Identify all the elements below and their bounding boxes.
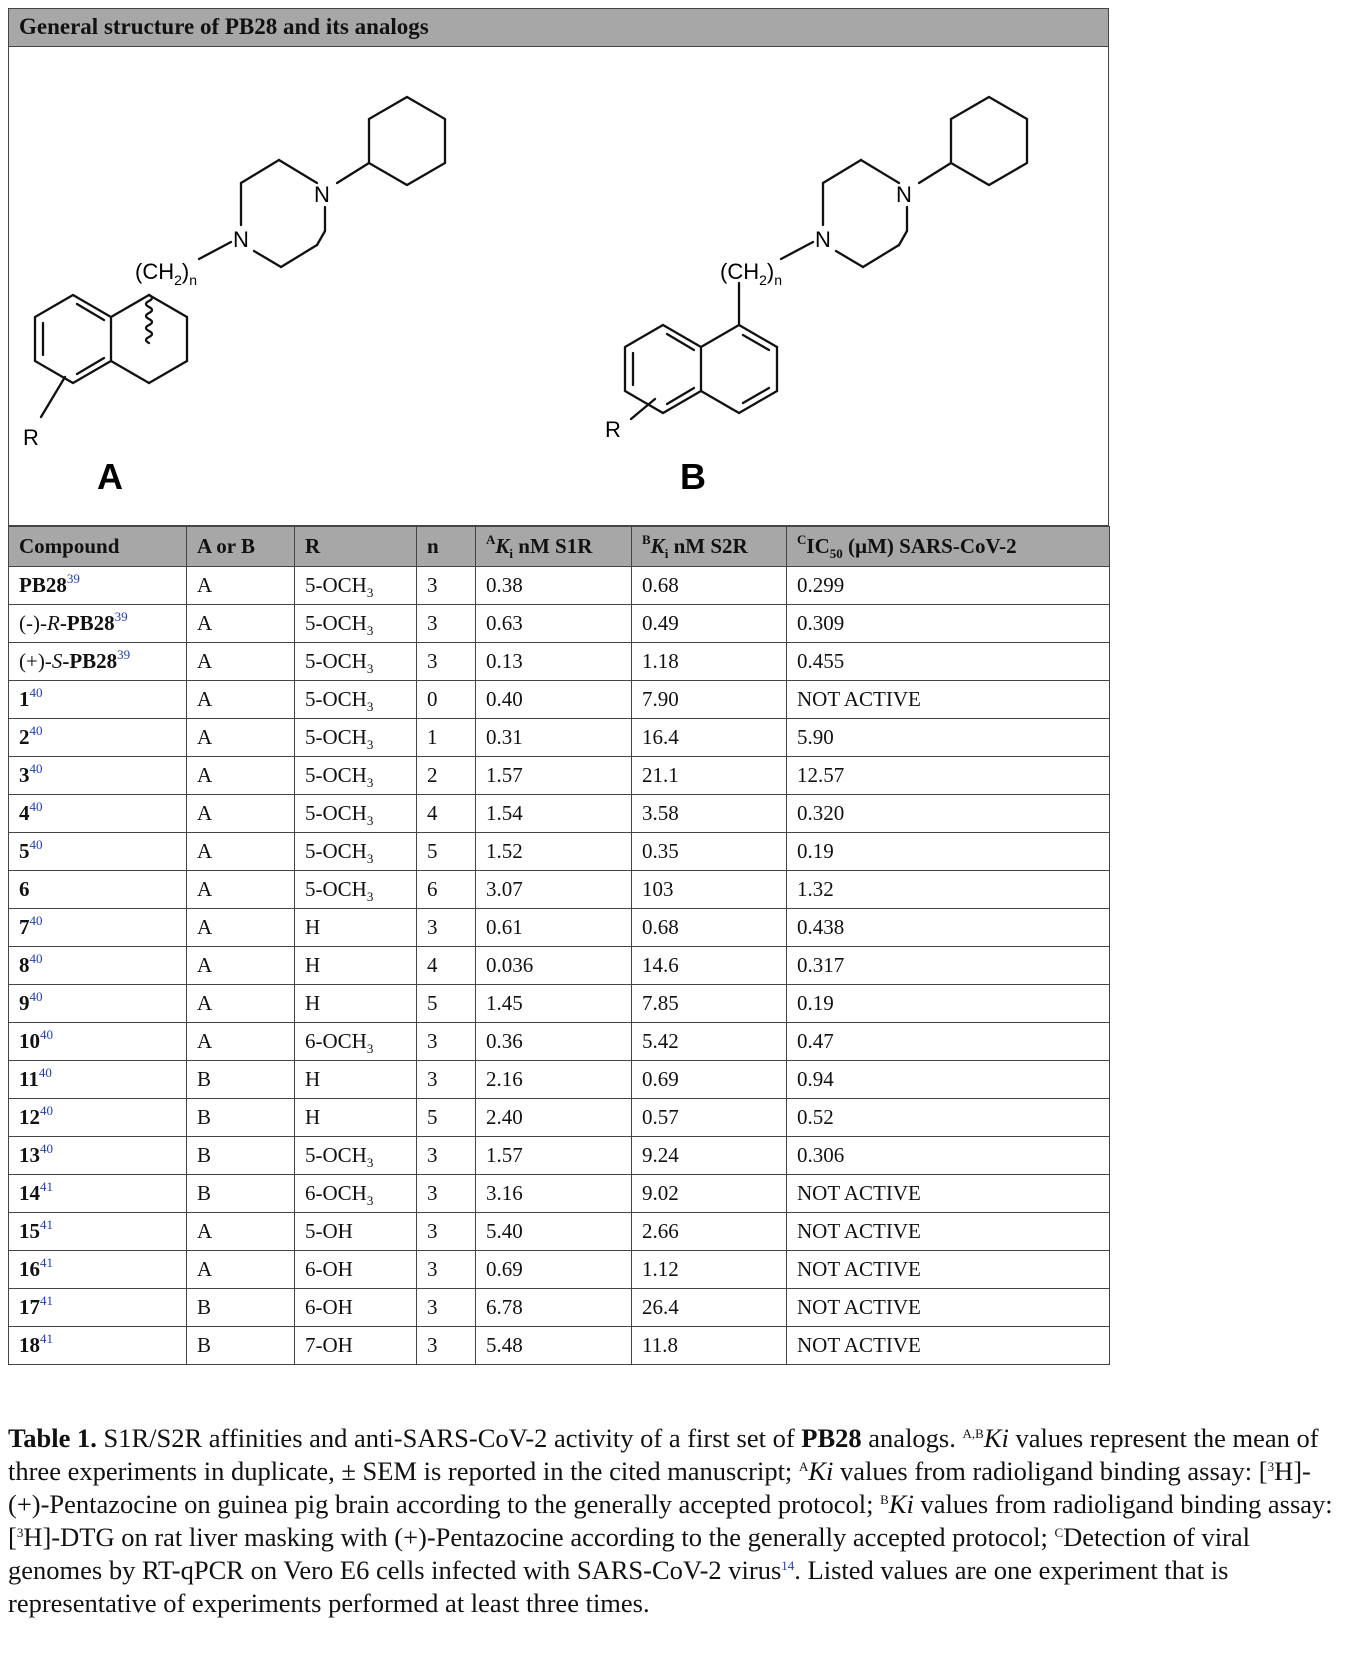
cyclohexane-ring-a [369, 97, 445, 185]
cell-ic50: 0.309 [787, 605, 1110, 643]
cell-compound: 3$^{40}$ [9, 757, 187, 795]
cell-r: 6-OH [295, 1289, 417, 1327]
cell-s1r: 1.57 [476, 1137, 632, 1175]
cell-s2r: 1.18 [632, 643, 787, 681]
cell-s2r: 103 [632, 871, 787, 909]
cell-compound: (-)-R-PB28$^{39}$ [9, 605, 187, 643]
col-header-s1r: $^AK_i$ nM S1R [476, 527, 632, 567]
cell-compound: 11$^{40}$ [9, 1061, 187, 1099]
cell-s1r: 1.45 [476, 985, 632, 1023]
bond-n-cyclohexyl-a [337, 163, 369, 183]
cell-ic50: 1.32 [787, 871, 1110, 909]
cell-ic50: 0.320 [787, 795, 1110, 833]
reference-link[interactable]: 39 [117, 647, 131, 662]
table-row [9, 643, 1110, 681]
cell-s1r: 0.36 [476, 1023, 632, 1061]
cell-s2r: 9.24 [632, 1137, 787, 1175]
reference-link[interactable]: 40 [29, 913, 43, 928]
cell-n: 5 [417, 985, 476, 1023]
cell-a-or-b: A [187, 719, 295, 757]
cell-a-or-b: A [187, 1213, 295, 1251]
cell-a-or-b: A [187, 985, 295, 1023]
cell-s1r: 0.38 [476, 567, 632, 605]
cell-r: 7-OH [295, 1327, 417, 1365]
cell-s1r: 0.036 [476, 947, 632, 985]
cell-r: $5-OCH_3$ [295, 719, 417, 757]
cell-n: 1 [417, 719, 476, 757]
cell-r: H [295, 909, 417, 947]
naphthalene-ring-b [625, 325, 777, 413]
cell-n: 3 [417, 1023, 476, 1061]
table-header-row [9, 527, 1110, 567]
cell-n: 5 [417, 833, 476, 871]
table-row [9, 985, 1110, 1023]
table-row [9, 1213, 1110, 1251]
cell-n: 4 [417, 947, 476, 985]
cell-s2r: 7.85 [632, 985, 787, 1023]
table-row [9, 681, 1110, 719]
reference-link[interactable]: 41 [40, 1293, 53, 1308]
chain-label-b: $(CH_2)_n$ [720, 259, 783, 288]
cell-compound: 17$^{41}$ [9, 1289, 187, 1327]
table-row [9, 1251, 1110, 1289]
atom-n-a2: N [233, 227, 249, 252]
cell-r: $5-OCH_3$ [295, 605, 417, 643]
cell-n: 3 [417, 1327, 476, 1365]
bond-r-a [41, 377, 65, 417]
cell-a-or-b: B [187, 1289, 295, 1327]
table-row [9, 795, 1110, 833]
cell-s2r: 0.57 [632, 1099, 787, 1137]
cell-a-or-b: B [187, 1175, 295, 1213]
cell-s1r: 0.40 [476, 681, 632, 719]
cell-s2r: 9.02 [632, 1175, 787, 1213]
table-row [9, 1137, 1110, 1175]
table-row [9, 1327, 1110, 1365]
cell-a-or-b: A [187, 947, 295, 985]
table-body [9, 567, 1110, 1365]
atom-r-b: R [605, 417, 621, 442]
cell-s2r: 0.69 [632, 1061, 787, 1099]
table-row [9, 1099, 1110, 1137]
table-caption: Table 1. S1R/S2R affinities and anti-SARS-CoV-2 activity of a first set of PB28 analogs. $^{A,B}$Ki values represent the mean of three experiments in duplicate, ± SEM is reported in the cited manuscript; $^A$Ki values from radioligand binding assay: [$^3$H]-(+)-Pentazocine on guinea pig brain according to the generally accepted protocol; $^B$Ki values from radioligand binding assay: [$^3$H]-DTG on rat liver masking with (+)-Pentazocine according to the generally accepted protocol; $^C$Detection of viral genomes by RT-qPCR on Vero E6 cells infected with SARS-CoV-2 virus$^{14}$. Listed values are one experiment that is representative of experiments performed at least three times. [8, 1423, 1333, 1618]
cell-s2r: 0.68 [632, 909, 787, 947]
reference-link[interactable]: 40 [29, 723, 43, 738]
cell-s1r: 2.40 [476, 1099, 632, 1137]
cell-ic50: 0.19 [787, 833, 1110, 871]
reference-link[interactable]: 40 [40, 1027, 53, 1042]
cell-r: $5-OCH_3$ [295, 681, 417, 719]
cell-s1r: 0.69 [476, 1251, 632, 1289]
cell-compound: 4$^{40}$ [9, 795, 187, 833]
reference-link[interactable]: 40 [29, 951, 43, 966]
cell-s1r: 1.52 [476, 833, 632, 871]
cell-n: 3 [417, 1137, 476, 1175]
cell-r: $5-OCH_3$ [295, 567, 417, 605]
cell-s1r: 1.57 [476, 757, 632, 795]
reference-link[interactable]: 41 [40, 1331, 53, 1346]
cell-a-or-b: A [187, 681, 295, 719]
cell-s2r: 5.42 [632, 1023, 787, 1061]
cell-n: 2 [417, 757, 476, 795]
reference-link[interactable]: 39 [66, 571, 80, 586]
structure-panel [8, 46, 1109, 526]
cell-r: $5-OCH_3$ [295, 757, 417, 795]
reference-link[interactable]: 41 [40, 1179, 53, 1194]
reference-link[interactable]: 40 [38, 1065, 52, 1080]
table-row [9, 605, 1110, 643]
cell-s2r: 7.90 [632, 681, 787, 719]
table-row [9, 909, 1110, 947]
cell-r: 6-OH [295, 1251, 417, 1289]
reference-link[interactable]: 40 [29, 837, 43, 852]
bond-n-cyclohexyl-b [919, 163, 951, 183]
cell-ic50: NOT ACTIVE [787, 1251, 1110, 1289]
cell-ic50: 0.299 [787, 567, 1110, 605]
cell-r: $5-OCH_3$ [295, 795, 417, 833]
cell-r: $5-OCH_3$ [295, 643, 417, 681]
cell-s2r: 1.12 [632, 1251, 787, 1289]
reference-link[interactable]: 40 [29, 989, 43, 1004]
cell-s1r: 3.07 [476, 871, 632, 909]
cell-n: 3 [417, 1175, 476, 1213]
cell-a-or-b: A [187, 909, 295, 947]
reference-link[interactable]: 14 [781, 1558, 795, 1573]
reference-link[interactable]: 40 [40, 1141, 53, 1156]
cell-compound: 8$^{40}$ [9, 947, 187, 985]
cell-compound: 18$^{41}$ [9, 1327, 187, 1365]
table-row [9, 567, 1110, 605]
bond-chain-a [199, 242, 231, 259]
cell-ic50: 12.57 [787, 757, 1110, 795]
cell-s1r: 0.31 [476, 719, 632, 757]
reference-link[interactable]: 40 [29, 685, 43, 700]
cell-a-or-b: A [187, 1251, 295, 1289]
cell-n: 3 [417, 567, 476, 605]
chain-label-a: $(CH_2)_n$ [135, 259, 198, 288]
cell-ic50: 0.94 [787, 1061, 1110, 1099]
structure-drawing [9, 47, 1110, 527]
table-row [9, 1023, 1110, 1061]
cell-a-or-b: B [187, 1327, 295, 1365]
table-row [9, 757, 1110, 795]
cell-s1r: 1.54 [476, 795, 632, 833]
table-row [9, 833, 1110, 871]
cell-s1r: 5.48 [476, 1327, 632, 1365]
cell-a-or-b: A [187, 833, 295, 871]
cell-s2r: 11.8 [632, 1327, 787, 1365]
structure-label-a: A [97, 456, 123, 497]
cell-ic50: 0.317 [787, 947, 1110, 985]
cell-r: H [295, 947, 417, 985]
cell-n: 3 [417, 1289, 476, 1327]
piperazine-ring-a [241, 160, 325, 267]
cell-r: $5-OCH_3$ [295, 871, 417, 909]
cell-ic50: 0.47 [787, 1023, 1110, 1061]
cell-s1r: 5.40 [476, 1213, 632, 1251]
cell-s1r: 0.63 [476, 605, 632, 643]
cell-r: $5-OCH_3$ [295, 1137, 417, 1175]
reference-link[interactable]: 39 [114, 609, 128, 624]
cell-r: H [295, 1099, 417, 1137]
reference-link[interactable]: 40 [29, 799, 43, 814]
cell-r: H [295, 1061, 417, 1099]
cell-n: 3 [417, 605, 476, 643]
piperazine-ring-b [823, 160, 907, 267]
cell-ic50: 0.455 [787, 643, 1110, 681]
cell-a-or-b: B [187, 1099, 295, 1137]
cell-s1r: 0.61 [476, 909, 632, 947]
col-header-ic50: $^CIC_{50}$ (µM) SARS-CoV-2 [787, 527, 1110, 567]
cell-r: H [295, 985, 417, 1023]
table-row [9, 719, 1110, 757]
cell-compound: 6 [9, 871, 187, 909]
cell-a-or-b: A [187, 795, 295, 833]
cell-n: 3 [417, 1061, 476, 1099]
cell-n: 6 [417, 871, 476, 909]
cell-a-or-b: A [187, 1023, 295, 1061]
cell-a-or-b: A [187, 567, 295, 605]
cell-ic50: 0.19 [787, 985, 1110, 1023]
col-header-compound: Compound [9, 527, 187, 567]
cell-n: 3 [417, 643, 476, 681]
cell-a-or-b: A [187, 605, 295, 643]
atom-n-a1: N [314, 182, 330, 207]
cell-compound: PB28$^{39}$ [9, 567, 187, 605]
structure-label-b: B [680, 456, 706, 497]
cell-r: 5-OH [295, 1213, 417, 1251]
cell-ic50: NOT ACTIVE [787, 1289, 1110, 1327]
reference-link[interactable]: 41 [40, 1255, 53, 1270]
cell-s1r: 6.78 [476, 1289, 632, 1327]
cell-a-or-b: B [187, 1137, 295, 1175]
cell-ic50: 0.52 [787, 1099, 1110, 1137]
cell-s2r: 0.35 [632, 833, 787, 871]
cell-s1r: 0.13 [476, 643, 632, 681]
table-row [9, 947, 1110, 985]
cell-s2r: 0.68 [632, 567, 787, 605]
atom-r-a: R [23, 425, 39, 450]
col-header-r: R [295, 527, 417, 567]
table-row [9, 871, 1110, 909]
cell-a-or-b: A [187, 871, 295, 909]
cell-n: 3 [417, 909, 476, 947]
cell-n: 4 [417, 795, 476, 833]
cell-compound: 1$^{40}$ [9, 681, 187, 719]
cell-ic50: NOT ACTIVE [787, 1175, 1110, 1213]
cell-s2r: 2.66 [632, 1213, 787, 1251]
benzene-ring-a [35, 295, 111, 383]
bond-chain-b [781, 242, 813, 259]
cell-s1r: 2.16 [476, 1061, 632, 1099]
cell-compound: 16$^{41}$ [9, 1251, 187, 1289]
cell-compound: 5$^{40}$ [9, 833, 187, 871]
cell-compound: 9$^{40}$ [9, 985, 187, 1023]
table-row [9, 1289, 1110, 1327]
cell-compound: 13$^{40}$ [9, 1137, 187, 1175]
table-header-title: General structure of PB28 and its analogs [8, 8, 1109, 46]
cell-a-or-b: A [187, 757, 295, 795]
cell-compound: 15$^{41}$ [9, 1213, 187, 1251]
cell-n: 5 [417, 1099, 476, 1137]
reference-link[interactable]: 40 [40, 1103, 53, 1118]
col-header-a-or-b: A or B [187, 527, 295, 567]
table-frame [8, 8, 1109, 1365]
data-table [8, 526, 1110, 1365]
wavy-bond-a [146, 295, 152, 343]
col-header-n: n [417, 527, 476, 567]
atom-n-b1: N [896, 182, 912, 207]
cell-n: 3 [417, 1213, 476, 1251]
cell-a-or-b: B [187, 1061, 295, 1099]
cell-compound: 10$^{40}$ [9, 1023, 187, 1061]
cell-n: 0 [417, 681, 476, 719]
cell-ic50: 0.438 [787, 909, 1110, 947]
cell-s1r: 3.16 [476, 1175, 632, 1213]
cell-r: $6-OCH_3$ [295, 1175, 417, 1213]
cell-s2r: 14.6 [632, 947, 787, 985]
cell-a-or-b: A [187, 643, 295, 681]
atom-n-b2: N [815, 227, 831, 252]
cell-ic50: NOT ACTIVE [787, 1327, 1110, 1365]
cell-n: 3 [417, 1251, 476, 1289]
cell-s2r: 16.4 [632, 719, 787, 757]
cell-r: $6-OCH_3$ [295, 1023, 417, 1061]
cell-s2r: 21.1 [632, 757, 787, 795]
cell-ic50: NOT ACTIVE [787, 681, 1110, 719]
cell-s2r: 3.58 [632, 795, 787, 833]
cell-compound: 7$^{40}$ [9, 909, 187, 947]
cell-r: $5-OCH_3$ [295, 833, 417, 871]
table-row [9, 1175, 1110, 1213]
cell-s2r: 26.4 [632, 1289, 787, 1327]
cell-compound: (+)-S-PB28$^{39}$ [9, 643, 187, 681]
table-row [9, 1061, 1110, 1099]
reference-link[interactable]: 41 [40, 1217, 53, 1232]
reference-link[interactable]: 40 [29, 761, 43, 776]
cell-ic50: NOT ACTIVE [787, 1213, 1110, 1251]
cell-s2r: 0.49 [632, 605, 787, 643]
cell-compound: 14$^{41}$ [9, 1175, 187, 1213]
cell-ic50: 5.90 [787, 719, 1110, 757]
cyclohexane-ring-b [951, 97, 1027, 185]
cell-compound: 2$^{40}$ [9, 719, 187, 757]
cell-compound: 12$^{40}$ [9, 1099, 187, 1137]
cell-ic50: 0.306 [787, 1137, 1110, 1175]
col-header-s2r: $^BK_i$ nM S2R [632, 527, 787, 567]
